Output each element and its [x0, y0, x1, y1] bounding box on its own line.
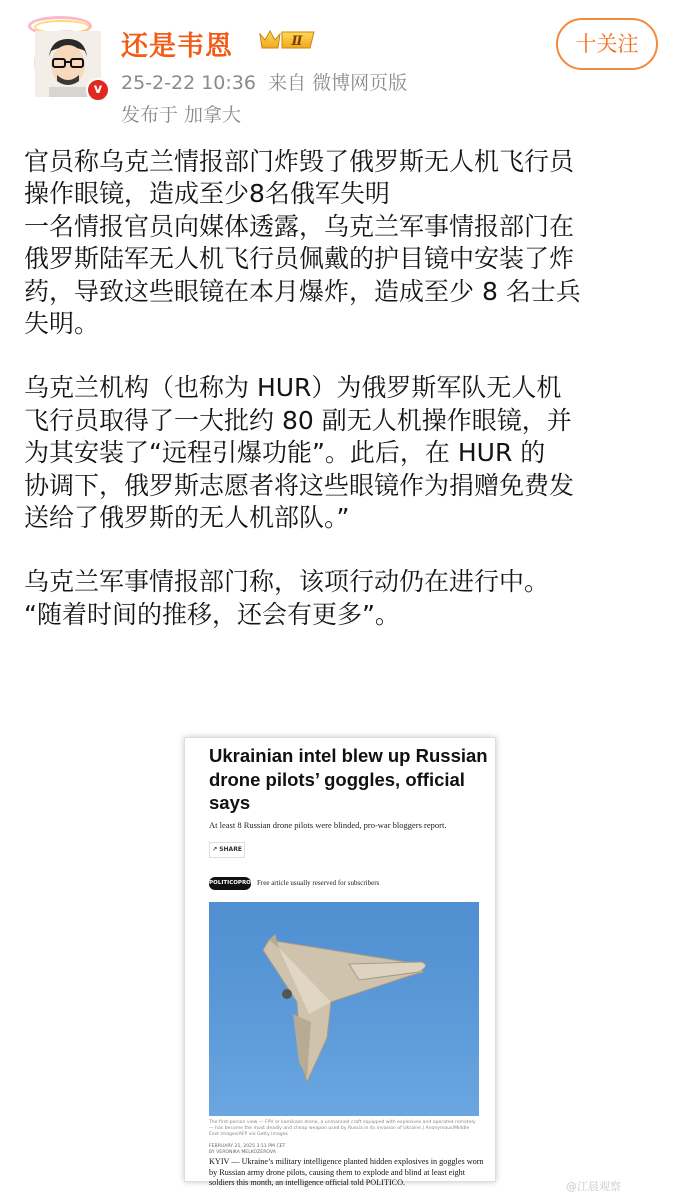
- article-byline: BY VERONIKA MELKOZEROVA: [209, 1150, 276, 1155]
- politico-pro-badge: POLITICOPRO: [209, 877, 251, 890]
- drone-icon: [209, 902, 479, 1116]
- vip-level-text: Ⅱ: [291, 34, 303, 49]
- weibo-watermark: @江晨观察: [566, 1180, 621, 1193]
- post-source: 来自 微博网页版: [268, 72, 408, 94]
- share-icon: ↗: [212, 846, 218, 853]
- vip-crown-badge-icon[interactable]: [258, 28, 316, 52]
- article-screenshot-image[interactable]: [184, 737, 496, 1187]
- post-content: [24, 146, 658, 631]
- share-label: SHARE: [219, 846, 242, 853]
- article-free-note: Free article usually reserved for subscribers: [257, 879, 380, 887]
- follow-button[interactable]: 十关注: [556, 18, 658, 70]
- article-dateline: [209, 1144, 285, 1156]
- article-share-button: [209, 842, 245, 858]
- post-paragraph-2: 乌克兰机构（也称为 HUR）为俄罗斯军队无人机 飞行员取得了一大批约 80 副无人机操作眼镜，并 为其安装了“远程引爆功能”。此后，在 HUR 的 协调下，俄罗斯志愿者将这些眼镜作为捐赠免费发 送给了俄罗斯的无人机部队。”: [24, 373, 575, 533]
- post-location: 发布于 加拿大: [121, 104, 242, 126]
- avatar-container[interactable]: [22, 14, 106, 102]
- post-timestamp[interactable]: 25-2-22 10:36: [121, 72, 256, 94]
- article-photo-caption: The first-person view — FPV or kamikaze drone, a unmanned craft equipped with explosives and operated remotely — has become the most deadly and cheap weapon used by Russia in its invasion of Ukraine.| Anonymous/Middle East Images/AFP via Getty Images: [209, 1120, 476, 1137]
- post-paragraph-3: 乌克兰军事情报部门称，该项行动仍在进行中。 “随着时间的推移，还会有更多”。: [24, 567, 550, 629]
- post-meta-time-source: [121, 68, 407, 95]
- post-header: [0, 0, 680, 140]
- article-date: FEBRUARY 21, 2025 3:11 PM CET: [209, 1144, 286, 1149]
- article-body-text: KYIV — Ukraine’s military intelligence planted hidden explosives in goggles worn by Russian army drone pilots, causing them to explode and blind at least eight soldiers this month, an intelligence official told POLITICO.: [209, 1157, 484, 1187]
- post-paragraph-1: 官员称乌克兰情报部门炸毁了俄罗斯无人机飞行员 操作眼镜，造成至少8名俄军失明 一名情报官员向媒体透露，乌克兰军事情报部门在 俄罗斯陆军无人机飞行员佩戴的护目镜中安装了炸 药，导致这些眼镜在本月爆炸，造成至少 8 名士兵 失明。: [24, 147, 581, 339]
- article-title: Ukrainian intel blew up Russian drone pilots’ goggles, official says: [209, 745, 488, 813]
- article-subtitle: At least 8 Russian drone pilots were blinded, pro-war bloggers report.: [209, 820, 447, 830]
- author-name[interactable]: 还是韦恩: [121, 31, 233, 62]
- verified-badge-icon: v: [86, 78, 110, 102]
- article-drone-photo: [209, 902, 479, 1116]
